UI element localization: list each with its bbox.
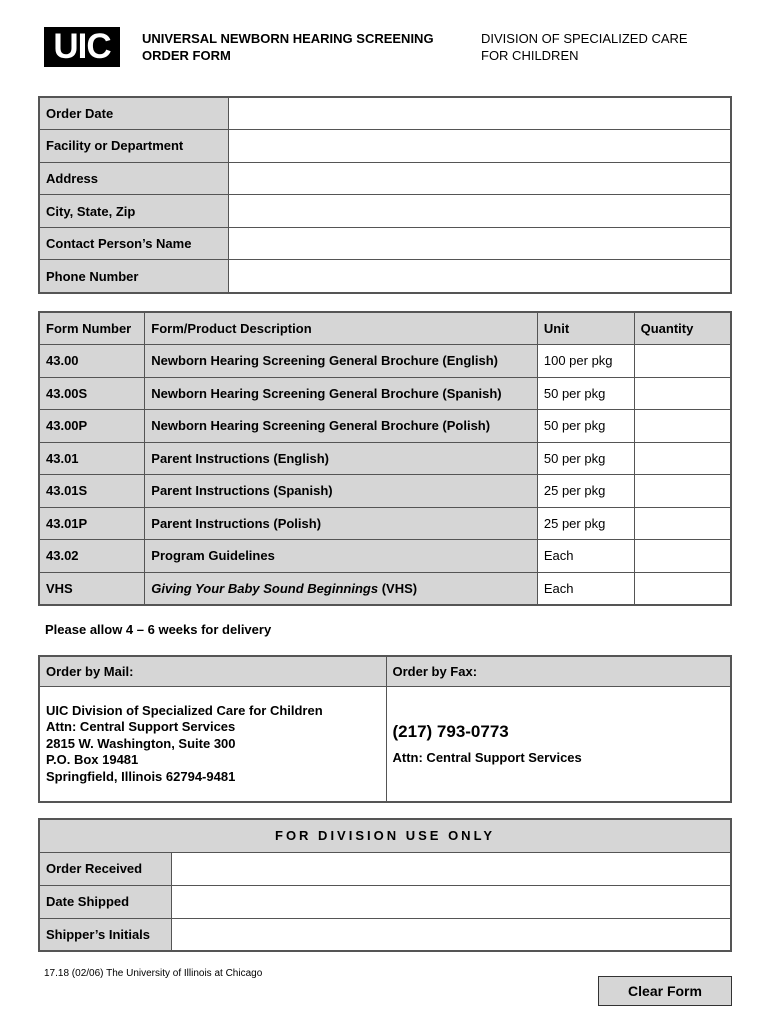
product-description-text: Parent Instructions (English) xyxy=(151,450,329,466)
division-name-line2: FOR CHILDREN xyxy=(481,48,579,63)
form-number: 43.00P xyxy=(39,410,145,443)
header-description: Form/Product Description xyxy=(145,312,538,345)
product-row xyxy=(39,377,731,410)
mail-address-line: UIC Division of Specialized Care for Children xyxy=(46,702,323,718)
product-description-text: Newborn Hearing Screening General Brochure (Spanish) xyxy=(151,385,502,401)
order-by-mail-header: Order by Mail: xyxy=(39,656,386,686)
clear-form-button[interactable]: Clear Form xyxy=(598,976,732,1006)
unit: 100 per pkg xyxy=(537,345,634,378)
unit: 50 per pkg xyxy=(537,377,634,410)
info-label: Phone Number xyxy=(39,260,228,293)
form-number: 43.01 xyxy=(39,442,145,475)
info-row xyxy=(39,260,731,293)
mail-address-line: P.O. Box 19481 xyxy=(46,752,139,767)
product-description xyxy=(145,540,538,573)
quantity-input[interactable] xyxy=(634,410,731,443)
unit: 50 per pkg xyxy=(537,410,634,443)
form-number: 43.02 xyxy=(39,540,145,573)
division-label: Shipper’s Initials xyxy=(39,918,171,951)
product-description xyxy=(145,442,538,475)
division-use-table xyxy=(38,818,732,952)
unit: 50 per pkg xyxy=(537,442,634,475)
division-label: Order Received xyxy=(39,852,171,885)
product-row xyxy=(39,475,731,508)
form-number: VHS xyxy=(39,572,145,605)
order-methods-table xyxy=(38,655,732,803)
info-label: Facility or Department xyxy=(39,130,228,163)
header-form-number: Form Number xyxy=(39,312,145,345)
info-input[interactable] xyxy=(228,130,731,163)
division-name-line1: DIVISION OF SPECIALIZED CARE xyxy=(481,31,688,46)
info-input[interactable] xyxy=(228,227,731,260)
product-description xyxy=(145,475,538,508)
form-title-line1: UNIVERSAL NEWBORN HEARING SCREENING xyxy=(142,31,434,46)
quantity-input[interactable] xyxy=(634,475,731,508)
quantity-input[interactable] xyxy=(634,507,731,540)
form-number: 43.01P xyxy=(39,507,145,540)
info-row xyxy=(39,162,731,195)
product-row xyxy=(39,540,731,573)
mail-address-line: 2815 W. Washington, Suite 300 xyxy=(46,735,236,751)
info-input[interactable] xyxy=(228,97,731,130)
mail-address xyxy=(39,686,386,802)
products-table xyxy=(38,311,732,606)
quantity-input[interactable] xyxy=(634,377,731,410)
info-input[interactable] xyxy=(228,260,731,293)
division-use-title: FOR DIVISION USE ONLY xyxy=(39,819,731,852)
product-row xyxy=(39,345,731,378)
product-description-suffix: (VHS) xyxy=(378,580,418,596)
info-label: Contact Person’s Name xyxy=(39,227,228,260)
info-row xyxy=(39,195,731,228)
unit: 25 per pkg xyxy=(537,475,634,508)
form-number: 43.00 xyxy=(39,345,145,378)
division-input[interactable] xyxy=(171,885,731,918)
product-row xyxy=(39,572,731,605)
division-input[interactable] xyxy=(171,918,731,951)
info-row xyxy=(39,97,731,130)
fax-attention: Attn: Central Support Services xyxy=(392,750,582,766)
division-label: Date Shipped xyxy=(39,885,171,918)
info-input[interactable] xyxy=(228,195,731,228)
fax-info xyxy=(386,686,731,802)
order-by-fax-header: Order by Fax: xyxy=(386,656,731,686)
info-row xyxy=(39,227,731,260)
product-description xyxy=(145,572,538,605)
product-description-text: Parent Instructions (Polish) xyxy=(151,515,322,531)
form-number: 43.00S xyxy=(39,377,145,410)
unit: Each xyxy=(537,540,634,573)
header-quantity: Quantity xyxy=(634,312,731,345)
quantity-input[interactable] xyxy=(634,345,731,378)
unit: Each xyxy=(537,572,634,605)
delivery-note: Please allow 4 – 6 weeks for delivery xyxy=(45,622,272,637)
footer-note: 17.18 (02/06) The University of Illinois at Chicago xyxy=(44,968,263,979)
form-title xyxy=(142,30,434,64)
mail-address-line: Springfield, Illinois 62794-9481 xyxy=(46,768,236,784)
product-row xyxy=(39,507,731,540)
info-input[interactable] xyxy=(228,162,731,195)
info-label: City, State, Zip xyxy=(39,195,228,228)
product-description-text: Newborn Hearing Screening General Brochure (English) xyxy=(151,353,499,369)
product-description xyxy=(145,377,538,410)
product-description-text: Giving Your Baby Sound Beginnings xyxy=(151,580,379,596)
form-title-line2: ORDER FORM xyxy=(142,48,231,63)
product-description xyxy=(145,507,538,540)
info-label: Address xyxy=(39,162,228,195)
product-row xyxy=(39,442,731,475)
product-row xyxy=(39,410,731,443)
form-number: 43.01S xyxy=(39,475,145,508)
division-row xyxy=(39,852,731,885)
contact-info-table xyxy=(38,96,732,294)
product-description-text: Newborn Hearing Screening General Brochure (Polish) xyxy=(151,418,491,434)
division-name xyxy=(481,30,688,64)
info-label: Order Date xyxy=(39,97,228,130)
mail-address-line: Attn: Central Support Services xyxy=(46,719,236,734)
quantity-input[interactable] xyxy=(634,540,731,573)
division-row xyxy=(39,885,731,918)
quantity-input[interactable] xyxy=(634,442,731,475)
uic-logo: UIC xyxy=(44,27,120,67)
header-unit: Unit xyxy=(537,312,634,345)
fax-number: (217) 793-0773 xyxy=(392,722,509,742)
quantity-input[interactable] xyxy=(634,572,731,605)
division-input[interactable] xyxy=(171,852,731,885)
unit: 25 per pkg xyxy=(537,507,634,540)
product-description-text: Program Guidelines xyxy=(151,548,275,564)
product-description xyxy=(145,410,538,443)
product-description-text: Parent Instructions (Spanish) xyxy=(151,483,333,499)
products-header-row xyxy=(39,312,731,345)
info-row xyxy=(39,130,731,163)
product-description xyxy=(145,345,538,378)
division-row xyxy=(39,918,731,951)
